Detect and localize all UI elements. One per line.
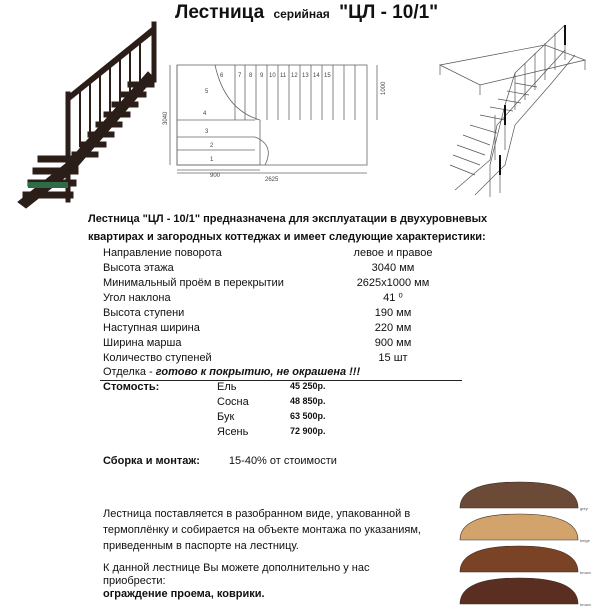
spec-row bbox=[103, 351, 458, 366]
spec-value: 2625х1000 мм bbox=[356, 277, 430, 289]
intro-text: Лестница "ЦЛ - 10/1" предназначена для эксплуатации в двухуровневых квартирах и загородных коттеджах и имеет следующие характеристики: bbox=[88, 213, 488, 243]
spec-value: 3040 мм bbox=[371, 262, 415, 274]
spec-value: 900 мм bbox=[374, 337, 412, 349]
page-title bbox=[175, 2, 438, 24]
step-label: 11 bbox=[280, 73, 287, 79]
finish-label: Отделка - bbox=[103, 366, 153, 378]
spec-row bbox=[103, 336, 458, 351]
spec-row bbox=[103, 276, 458, 291]
step-label: 14 bbox=[313, 73, 320, 79]
price-row bbox=[217, 381, 367, 396]
step-label: 15 bbox=[324, 73, 331, 79]
wood-name: Ясень bbox=[217, 426, 249, 438]
assembly-line bbox=[103, 455, 337, 467]
spec-label: Наступная ширина bbox=[103, 322, 200, 334]
step-label: 4 bbox=[203, 111, 207, 117]
finish-line bbox=[103, 366, 360, 378]
step-label: 13 bbox=[302, 73, 309, 79]
dimension-label: 900 bbox=[210, 173, 221, 179]
wood-price: 72 900р. bbox=[290, 426, 326, 436]
rug-label: beige bbox=[580, 538, 590, 543]
step-label: 12 bbox=[291, 73, 298, 79]
assembly-value: 15-40% от стоимости bbox=[228, 455, 337, 467]
step-label: 5 bbox=[205, 89, 209, 95]
spec-row bbox=[103, 321, 458, 336]
spec-label: Количество ступеней bbox=[103, 352, 212, 364]
price-row bbox=[217, 396, 367, 411]
spec-value: 15 шт bbox=[378, 352, 408, 364]
spec-row bbox=[103, 261, 458, 276]
step-label: 9 bbox=[260, 73, 264, 79]
finish-value: готово к покрытию, не окрашена !!! bbox=[155, 366, 361, 378]
stair-rug bbox=[460, 514, 578, 540]
spec-row bbox=[103, 291, 458, 306]
spec-label: Высота ступени bbox=[103, 307, 185, 319]
wood-price: 63 500р. bbox=[290, 411, 326, 421]
wood-name: Сосна bbox=[217, 396, 249, 408]
spec-label: Направление поворота bbox=[103, 247, 222, 259]
rug-label: brown bbox=[580, 602, 591, 607]
step-label: 1 bbox=[210, 157, 214, 163]
rug-label: grey bbox=[580, 506, 588, 511]
extra-intro: К данной лестнице Вы можете дополнительно у нас приобрести: bbox=[103, 562, 370, 587]
wood-name: Ель bbox=[217, 381, 237, 393]
stair-rugs-photo bbox=[452, 478, 597, 613]
delivery-text: Лестница поставляется в разобранном виде, упакованной в термоплёнку и собирается на объекте монтажа по указаниям, приведенным в паспорте на лестницу. bbox=[103, 508, 421, 552]
wood-price: 45 250р. bbox=[290, 381, 326, 391]
title-model: "ЦЛ - 10/1" bbox=[339, 2, 439, 23]
spec-value: 220 мм bbox=[374, 322, 412, 334]
staircase-3d-drawing bbox=[435, 15, 595, 200]
wood-name: Бук bbox=[217, 411, 235, 423]
step-label: 6 bbox=[220, 73, 224, 79]
plan-drawing bbox=[165, 55, 405, 185]
spec-row bbox=[103, 246, 458, 261]
extra-bold: ограждение проема, коврики. bbox=[103, 588, 265, 600]
stair-rug bbox=[460, 482, 578, 508]
step-label: 7 bbox=[238, 73, 242, 79]
dimension-label: 2625 bbox=[265, 177, 279, 183]
spec-value: 190 мм bbox=[374, 307, 412, 319]
title-main: Лестница bbox=[175, 2, 265, 23]
step-label: 3 bbox=[205, 129, 209, 135]
step-label: 2 bbox=[210, 143, 214, 149]
assembly-label: Сборка и монтаж: bbox=[103, 455, 200, 467]
price-row bbox=[217, 411, 367, 426]
title-sub: серийная bbox=[273, 7, 330, 21]
step-label: 10 bbox=[269, 73, 276, 79]
spec-row bbox=[103, 306, 458, 321]
spec-label: Высота этажа bbox=[103, 262, 174, 274]
spec-label: Угол наклона bbox=[103, 292, 171, 304]
price-row bbox=[217, 426, 367, 441]
price-header: Стомость: bbox=[103, 381, 160, 393]
step-label: 8 bbox=[249, 73, 253, 79]
rug-label: brown bbox=[580, 570, 591, 575]
dimension-label: 3040 bbox=[163, 111, 169, 125]
spec-value: левое и правое bbox=[353, 247, 433, 259]
stair-rug bbox=[460, 578, 578, 604]
staircase-photo bbox=[8, 12, 158, 212]
spec-label: Минимальный проём в перекрытии bbox=[103, 277, 284, 289]
stair-rug bbox=[460, 546, 578, 572]
dimension-label: 1000 bbox=[381, 81, 387, 95]
extra-text bbox=[103, 562, 403, 601]
wood-price: 48 850р. bbox=[290, 396, 326, 406]
spec-value: 41 ⁰ bbox=[383, 292, 403, 304]
spec-label: Ширина марша bbox=[103, 337, 182, 349]
